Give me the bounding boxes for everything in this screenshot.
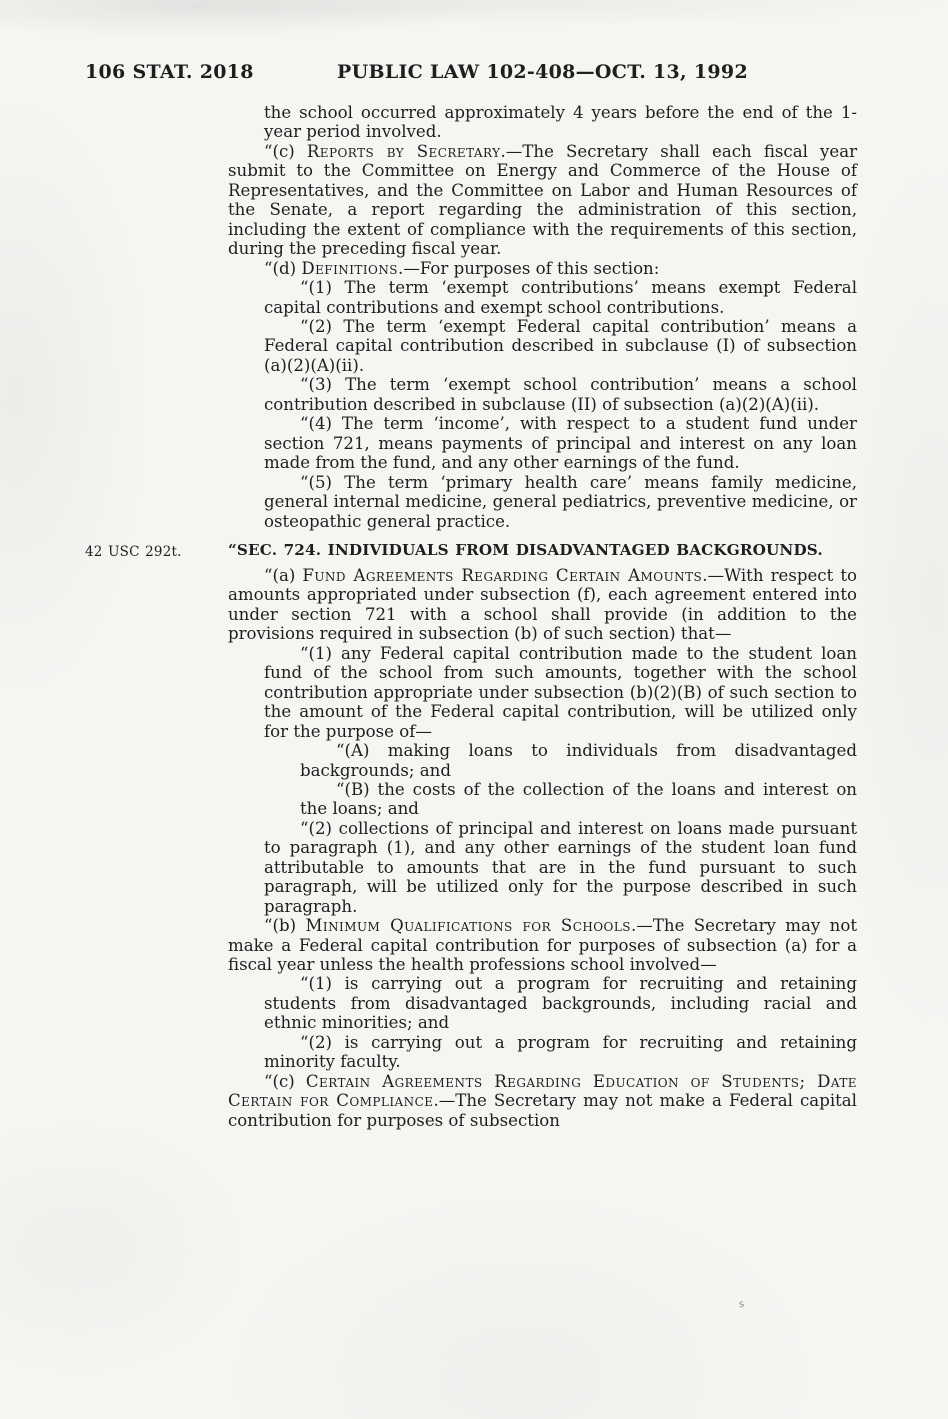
subsec-a-par-1-subpar-A: “(A) making loans to individuals from disadvantaged backgrounds; and	[300, 741, 857, 780]
sec-724-heading: “SEC. 724. INDIVIDUALS FROM DISADVANTAGED BACKGROUNDS. 42 USC 292t.	[85, 540, 823, 560]
subsec-b-minimum-qualifications: “(b) Minimum Qualifications for Schools.—The Secretary may not make a Federal capital contribution for purposes of subsection (a) for a fiscal year unless the health professions school involved—	[228, 916, 858, 975]
running-header	[0, 61, 948, 87]
subsec-c-reports-by-secretary: “(c) Reports by Secretary.—The Secretary shall each fiscal year submit to the Committee on Energy and Commerce of the House of Representatives, and the Committee on Labor and Human Resources of the Senate, a report regarding the administration of this section, including the extent of compliance with the requirements of this section, during the preceding fiscal year.	[228, 141, 858, 259]
subsec-b-par-2: “(2) is carrying out a program for recruiting and retaining minority faculty.	[264, 1032, 857, 1072]
def-3-exempt-school-contribution: “(3) The term ‘exempt school contribution’ means a school contribution described in subclause (II) of subsection (a)(2)(A)(ii).	[264, 375, 857, 414]
def-5-primary-health-care: “(5) The term ‘primary health care’ means family medicine, general internal medicine, general pediatrics, preventive medicine, or osteopathic general practice.	[264, 472, 857, 531]
continuation-paragraph: the school occurred approximately 4 years before the end of the 1-year period involved.	[264, 103, 857, 142]
subsec-d-definitions: “(d) Definitions.—For purposes of this section:	[264, 258, 660, 278]
subsec-a-par-2: “(2) collections of principal and interest on loans made pursuant to paragraph (1), and any other earnings of the student loan fund attributable to amounts that are in the fund pursuant to such paragraph, will be utilized only for the purpose described in such paragraph.	[264, 818, 857, 916]
statute-body	[85, 103, 858, 1130]
subsec-a-fund-agreements: “(a) Fund Agreements Regarding Certain Amounts.—With respect to amounts appropriated under subsection (f), each agreement entered into under section 721 with a school shall provide (in addition to the provisions required in subsection (b) of such section) that—	[228, 565, 857, 644]
subsec-a-par-1-subpar-B: “(B) the costs of the collection of the loans and interest on the loans; and	[300, 779, 857, 819]
uscode-margin-note: 42 USC 292t.	[85, 543, 182, 560]
subsec-a-par-1: “(1) any Federal capital contribution made to the student loan fund of the school from such amounts, together with the school contribution appropriate under subsection (b)(2)(B) of such section to the amount of the Federal capital contribution, will be utilized only for the purpose of—	[264, 643, 857, 741]
scan-artifact-speck: s	[738, 1298, 745, 1311]
def-4-income: “(4) The term ‘income’, with respect to a student fund under section 721, means payments of principal and interest on any loan made from the fund, and any other earnings of the fund.	[264, 414, 857, 473]
def-1-exempt-contributions: “(1) The term ‘exempt contributions’ means exempt Federal capital contributions and exempt school contributions.	[264, 278, 857, 317]
stat-page-number: 106 STAT. 2018	[85, 61, 254, 83]
def-2-exempt-federal-capital-contribution: “(2) The term ‘exempt Federal capital contribution’ means a Federal capital contribution described in subclause (I) of subsection (a)(2)(A)(ii).	[264, 316, 857, 375]
subsec-c-certain-agreements: “(c) Certain Agreements Regarding Education of Students; Date Certain for Compliance.—The Secretary may not make a Federal capital contribution for purposes of subsection	[228, 1071, 858, 1130]
public-law-title: PUBLIC LAW 102-408—OCT. 13, 1992	[337, 61, 748, 83]
subsec-b-par-1: “(1) is carrying out a program for recruiting and retaining students from disadvantaged backgrounds, including racial and ethnic minorities; and	[264, 974, 857, 1033]
